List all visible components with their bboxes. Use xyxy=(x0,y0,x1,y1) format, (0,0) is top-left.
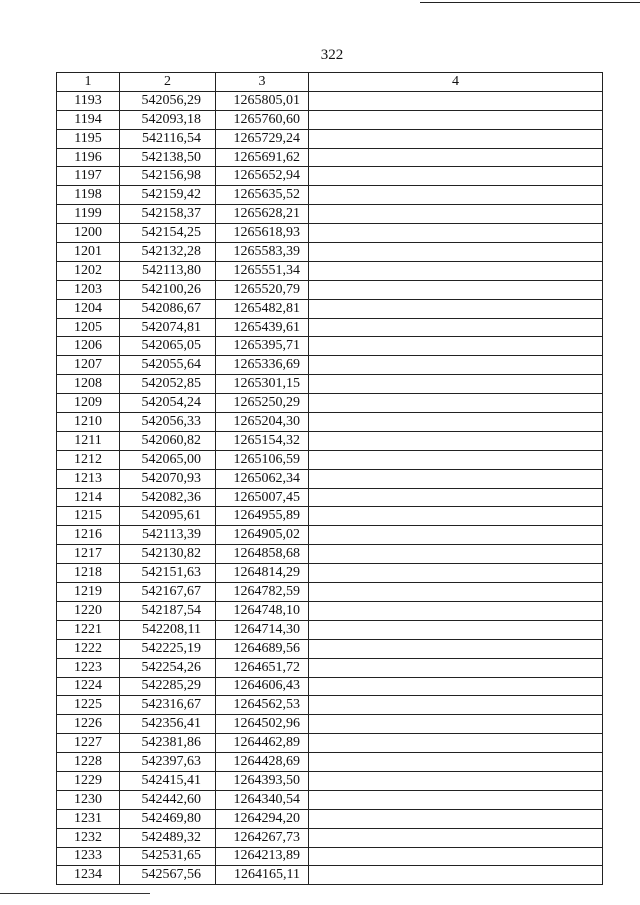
x-coordinate-cell: 542056,33 xyxy=(120,413,216,432)
x-coordinate-cell: 542132,28 xyxy=(120,243,216,262)
note-cell xyxy=(309,564,603,583)
table-row xyxy=(57,110,603,129)
point-number-cell: 1228 xyxy=(57,753,120,772)
x-coordinate-cell: 542469,80 xyxy=(120,809,216,828)
point-number-cell: 1222 xyxy=(57,639,120,658)
table-row xyxy=(57,375,603,394)
table-row xyxy=(57,771,603,790)
y-coordinate-cell: 1264955,89 xyxy=(216,507,309,526)
point-number-cell: 1208 xyxy=(57,375,120,394)
note-cell xyxy=(309,450,603,469)
x-coordinate-cell: 542208,11 xyxy=(120,620,216,639)
x-coordinate-cell: 542167,67 xyxy=(120,583,216,602)
note-cell xyxy=(309,261,603,280)
point-number-cell: 1232 xyxy=(57,828,120,847)
note-cell xyxy=(309,828,603,847)
point-number-cell: 1196 xyxy=(57,148,120,167)
table-row xyxy=(57,639,603,658)
point-number-cell: 1230 xyxy=(57,790,120,809)
table-row xyxy=(57,866,603,885)
y-coordinate-cell: 1265439,61 xyxy=(216,318,309,337)
table-row xyxy=(57,413,603,432)
x-coordinate-cell: 542381,86 xyxy=(120,734,216,753)
x-coordinate-cell: 542415,41 xyxy=(120,771,216,790)
note-cell xyxy=(309,375,603,394)
note-cell xyxy=(309,167,603,186)
note-cell xyxy=(309,715,603,734)
table-row xyxy=(57,299,603,318)
x-coordinate-cell: 542397,63 xyxy=(120,753,216,772)
x-coordinate-cell: 542113,80 xyxy=(120,261,216,280)
note-cell xyxy=(309,809,603,828)
table-body xyxy=(57,91,603,884)
x-coordinate-cell: 542159,42 xyxy=(120,186,216,205)
y-coordinate-cell: 1265551,34 xyxy=(216,261,309,280)
note-cell xyxy=(309,601,603,620)
x-coordinate-cell: 542082,36 xyxy=(120,488,216,507)
x-coordinate-cell: 542225,19 xyxy=(120,639,216,658)
note-cell xyxy=(309,677,603,696)
table-row xyxy=(57,450,603,469)
note-cell xyxy=(309,507,603,526)
table-row xyxy=(57,167,603,186)
point-number-cell: 1200 xyxy=(57,224,120,243)
y-coordinate-cell: 1265301,15 xyxy=(216,375,309,394)
note-cell xyxy=(309,394,603,413)
y-coordinate-cell: 1264651,72 xyxy=(216,658,309,677)
y-coordinate-cell: 1264814,29 xyxy=(216,564,309,583)
point-number-cell: 1215 xyxy=(57,507,120,526)
table-row xyxy=(57,356,603,375)
y-coordinate-cell: 1264462,89 xyxy=(216,734,309,753)
note-cell xyxy=(309,545,603,564)
y-coordinate-cell: 1264782,59 xyxy=(216,583,309,602)
x-coordinate-cell: 542065,05 xyxy=(120,337,216,356)
note-cell xyxy=(309,224,603,243)
point-number-cell: 1218 xyxy=(57,564,120,583)
note-cell xyxy=(309,337,603,356)
table-row xyxy=(57,280,603,299)
table-row xyxy=(57,658,603,677)
point-number-cell: 1229 xyxy=(57,771,120,790)
table-row xyxy=(57,224,603,243)
point-number-cell: 1216 xyxy=(57,526,120,545)
point-number-cell: 1214 xyxy=(57,488,120,507)
point-number-cell: 1211 xyxy=(57,431,120,450)
note-cell xyxy=(309,620,603,639)
x-coordinate-cell: 542442,60 xyxy=(120,790,216,809)
y-coordinate-cell: 1265106,59 xyxy=(216,450,309,469)
note-cell xyxy=(309,243,603,262)
x-coordinate-cell: 542254,26 xyxy=(120,658,216,677)
point-number-cell: 1234 xyxy=(57,866,120,885)
y-coordinate-cell: 1264748,10 xyxy=(216,601,309,620)
y-coordinate-cell: 1265652,94 xyxy=(216,167,309,186)
point-number-cell: 1207 xyxy=(57,356,120,375)
point-number-cell: 1212 xyxy=(57,450,120,469)
point-number-cell: 1203 xyxy=(57,280,120,299)
x-coordinate-cell: 542060,82 xyxy=(120,431,216,450)
point-number-cell: 1226 xyxy=(57,715,120,734)
y-coordinate-cell: 1264294,20 xyxy=(216,809,309,828)
point-number-cell: 1219 xyxy=(57,583,120,602)
table-row xyxy=(57,318,603,337)
x-coordinate-cell: 542316,67 xyxy=(120,696,216,715)
y-coordinate-cell: 1264267,73 xyxy=(216,828,309,847)
x-coordinate-cell: 542567,56 xyxy=(120,866,216,885)
y-coordinate-cell: 1264689,56 xyxy=(216,639,309,658)
point-number-cell: 1195 xyxy=(57,129,120,148)
table-row xyxy=(57,790,603,809)
point-number-cell: 1225 xyxy=(57,696,120,715)
table-row xyxy=(57,488,603,507)
y-coordinate-cell: 1264714,30 xyxy=(216,620,309,639)
table-row xyxy=(57,847,603,866)
y-coordinate-cell: 1264428,69 xyxy=(216,753,309,772)
coordinates-table xyxy=(56,72,603,885)
point-number-cell: 1205 xyxy=(57,318,120,337)
column-header-2: 2 xyxy=(120,73,216,92)
table-row xyxy=(57,526,603,545)
table-row xyxy=(57,91,603,110)
x-coordinate-cell: 542151,63 xyxy=(120,564,216,583)
y-coordinate-cell: 1265204,30 xyxy=(216,413,309,432)
x-coordinate-cell: 542158,37 xyxy=(120,205,216,224)
table-row xyxy=(57,753,603,772)
note-cell xyxy=(309,790,603,809)
y-coordinate-cell: 1265691,62 xyxy=(216,148,309,167)
note-cell xyxy=(309,753,603,772)
y-coordinate-cell: 1265628,21 xyxy=(216,205,309,224)
note-cell xyxy=(309,583,603,602)
table-row xyxy=(57,186,603,205)
x-coordinate-cell: 542052,85 xyxy=(120,375,216,394)
y-coordinate-cell: 1264340,54 xyxy=(216,790,309,809)
note-cell xyxy=(309,847,603,866)
point-number-cell: 1217 xyxy=(57,545,120,564)
table-row xyxy=(57,394,603,413)
table-row xyxy=(57,734,603,753)
y-coordinate-cell: 1264502,96 xyxy=(216,715,309,734)
y-coordinate-cell: 1265007,45 xyxy=(216,488,309,507)
y-coordinate-cell: 1265250,29 xyxy=(216,394,309,413)
note-cell xyxy=(309,734,603,753)
note-cell xyxy=(309,91,603,110)
point-number-cell: 1202 xyxy=(57,261,120,280)
note-cell xyxy=(309,356,603,375)
point-number-cell: 1209 xyxy=(57,394,120,413)
table-row xyxy=(57,148,603,167)
note-cell xyxy=(309,526,603,545)
x-coordinate-cell: 542095,61 xyxy=(120,507,216,526)
point-number-cell: 1206 xyxy=(57,337,120,356)
x-coordinate-cell: 542074,81 xyxy=(120,318,216,337)
note-cell xyxy=(309,148,603,167)
table-row xyxy=(57,809,603,828)
column-header-3: 3 xyxy=(216,73,309,92)
x-coordinate-cell: 542056,29 xyxy=(120,91,216,110)
table-row xyxy=(57,545,603,564)
y-coordinate-cell: 1265062,34 xyxy=(216,469,309,488)
y-coordinate-cell: 1265520,79 xyxy=(216,280,309,299)
point-number-cell: 1201 xyxy=(57,243,120,262)
y-coordinate-cell: 1264562,53 xyxy=(216,696,309,715)
note-cell xyxy=(309,299,603,318)
y-coordinate-cell: 1264606,43 xyxy=(216,677,309,696)
y-coordinate-cell: 1265482,81 xyxy=(216,299,309,318)
table-row xyxy=(57,337,603,356)
page-number: 322 xyxy=(320,47,344,63)
x-coordinate-cell: 542100,26 xyxy=(120,280,216,299)
note-cell xyxy=(309,639,603,658)
table-row xyxy=(57,677,603,696)
note-cell xyxy=(309,866,603,885)
x-coordinate-cell: 542070,93 xyxy=(120,469,216,488)
point-number-cell: 1224 xyxy=(57,677,120,696)
x-coordinate-cell: 542065,00 xyxy=(120,450,216,469)
y-coordinate-cell: 1264393,50 xyxy=(216,771,309,790)
x-coordinate-cell: 542113,39 xyxy=(120,526,216,545)
y-coordinate-cell: 1265336,69 xyxy=(216,356,309,375)
table-row xyxy=(57,129,603,148)
note-cell xyxy=(309,658,603,677)
x-coordinate-cell: 542055,64 xyxy=(120,356,216,375)
top-rule xyxy=(420,2,640,3)
x-coordinate-cell: 542130,82 xyxy=(120,545,216,564)
y-coordinate-cell: 1264905,02 xyxy=(216,526,309,545)
note-cell xyxy=(309,469,603,488)
point-number-cell: 1221 xyxy=(57,620,120,639)
note-cell xyxy=(309,431,603,450)
note-cell xyxy=(309,413,603,432)
x-coordinate-cell: 542093,18 xyxy=(120,110,216,129)
table-row xyxy=(57,601,603,620)
note-cell xyxy=(309,110,603,129)
x-coordinate-cell: 542531,65 xyxy=(120,847,216,866)
x-coordinate-cell: 542156,98 xyxy=(120,167,216,186)
note-cell xyxy=(309,488,603,507)
point-number-cell: 1223 xyxy=(57,658,120,677)
table-row xyxy=(57,261,603,280)
point-number-cell: 1194 xyxy=(57,110,120,129)
point-number-cell: 1227 xyxy=(57,734,120,753)
x-coordinate-cell: 542489,32 xyxy=(120,828,216,847)
point-number-cell: 1220 xyxy=(57,601,120,620)
x-coordinate-cell: 542285,29 xyxy=(120,677,216,696)
y-coordinate-cell: 1265618,93 xyxy=(216,224,309,243)
y-coordinate-cell: 1264858,68 xyxy=(216,545,309,564)
y-coordinate-cell: 1264213,89 xyxy=(216,847,309,866)
column-header-1: 1 xyxy=(57,73,120,92)
table-row xyxy=(57,620,603,639)
note-cell xyxy=(309,318,603,337)
y-coordinate-cell: 1265583,39 xyxy=(216,243,309,262)
table-row xyxy=(57,431,603,450)
table-row xyxy=(57,583,603,602)
bottom-rule xyxy=(0,893,150,894)
y-coordinate-cell: 1265395,71 xyxy=(216,337,309,356)
x-coordinate-cell: 542154,25 xyxy=(120,224,216,243)
y-coordinate-cell: 1264165,11 xyxy=(216,866,309,885)
table-row xyxy=(57,715,603,734)
table-row xyxy=(57,564,603,583)
x-coordinate-cell: 542086,67 xyxy=(120,299,216,318)
point-number-cell: 1198 xyxy=(57,186,120,205)
point-number-cell: 1213 xyxy=(57,469,120,488)
x-coordinate-cell: 542138,50 xyxy=(120,148,216,167)
point-number-cell: 1193 xyxy=(57,91,120,110)
point-number-cell: 1199 xyxy=(57,205,120,224)
x-coordinate-cell: 542116,54 xyxy=(120,129,216,148)
y-coordinate-cell: 1265154,32 xyxy=(216,431,309,450)
table-row xyxy=(57,205,603,224)
note-cell xyxy=(309,280,603,299)
y-coordinate-cell: 1265760,60 xyxy=(216,110,309,129)
table-row xyxy=(57,696,603,715)
table-row xyxy=(57,828,603,847)
note-cell xyxy=(309,186,603,205)
table-row xyxy=(57,469,603,488)
column-header-4: 4 xyxy=(309,73,603,92)
point-number-cell: 1204 xyxy=(57,299,120,318)
y-coordinate-cell: 1265805,01 xyxy=(216,91,309,110)
x-coordinate-cell: 542054,24 xyxy=(120,394,216,413)
note-cell xyxy=(309,205,603,224)
x-coordinate-cell: 542356,41 xyxy=(120,715,216,734)
note-cell xyxy=(309,129,603,148)
point-number-cell: 1197 xyxy=(57,167,120,186)
x-coordinate-cell: 542187,54 xyxy=(120,601,216,620)
point-number-cell: 1231 xyxy=(57,809,120,828)
table-row xyxy=(57,243,603,262)
y-coordinate-cell: 1265635,52 xyxy=(216,186,309,205)
table-header-row xyxy=(57,73,603,92)
note-cell xyxy=(309,696,603,715)
table-row xyxy=(57,507,603,526)
y-coordinate-cell: 1265729,24 xyxy=(216,129,309,148)
point-number-cell: 1233 xyxy=(57,847,120,866)
point-number-cell: 1210 xyxy=(57,413,120,432)
note-cell xyxy=(309,771,603,790)
